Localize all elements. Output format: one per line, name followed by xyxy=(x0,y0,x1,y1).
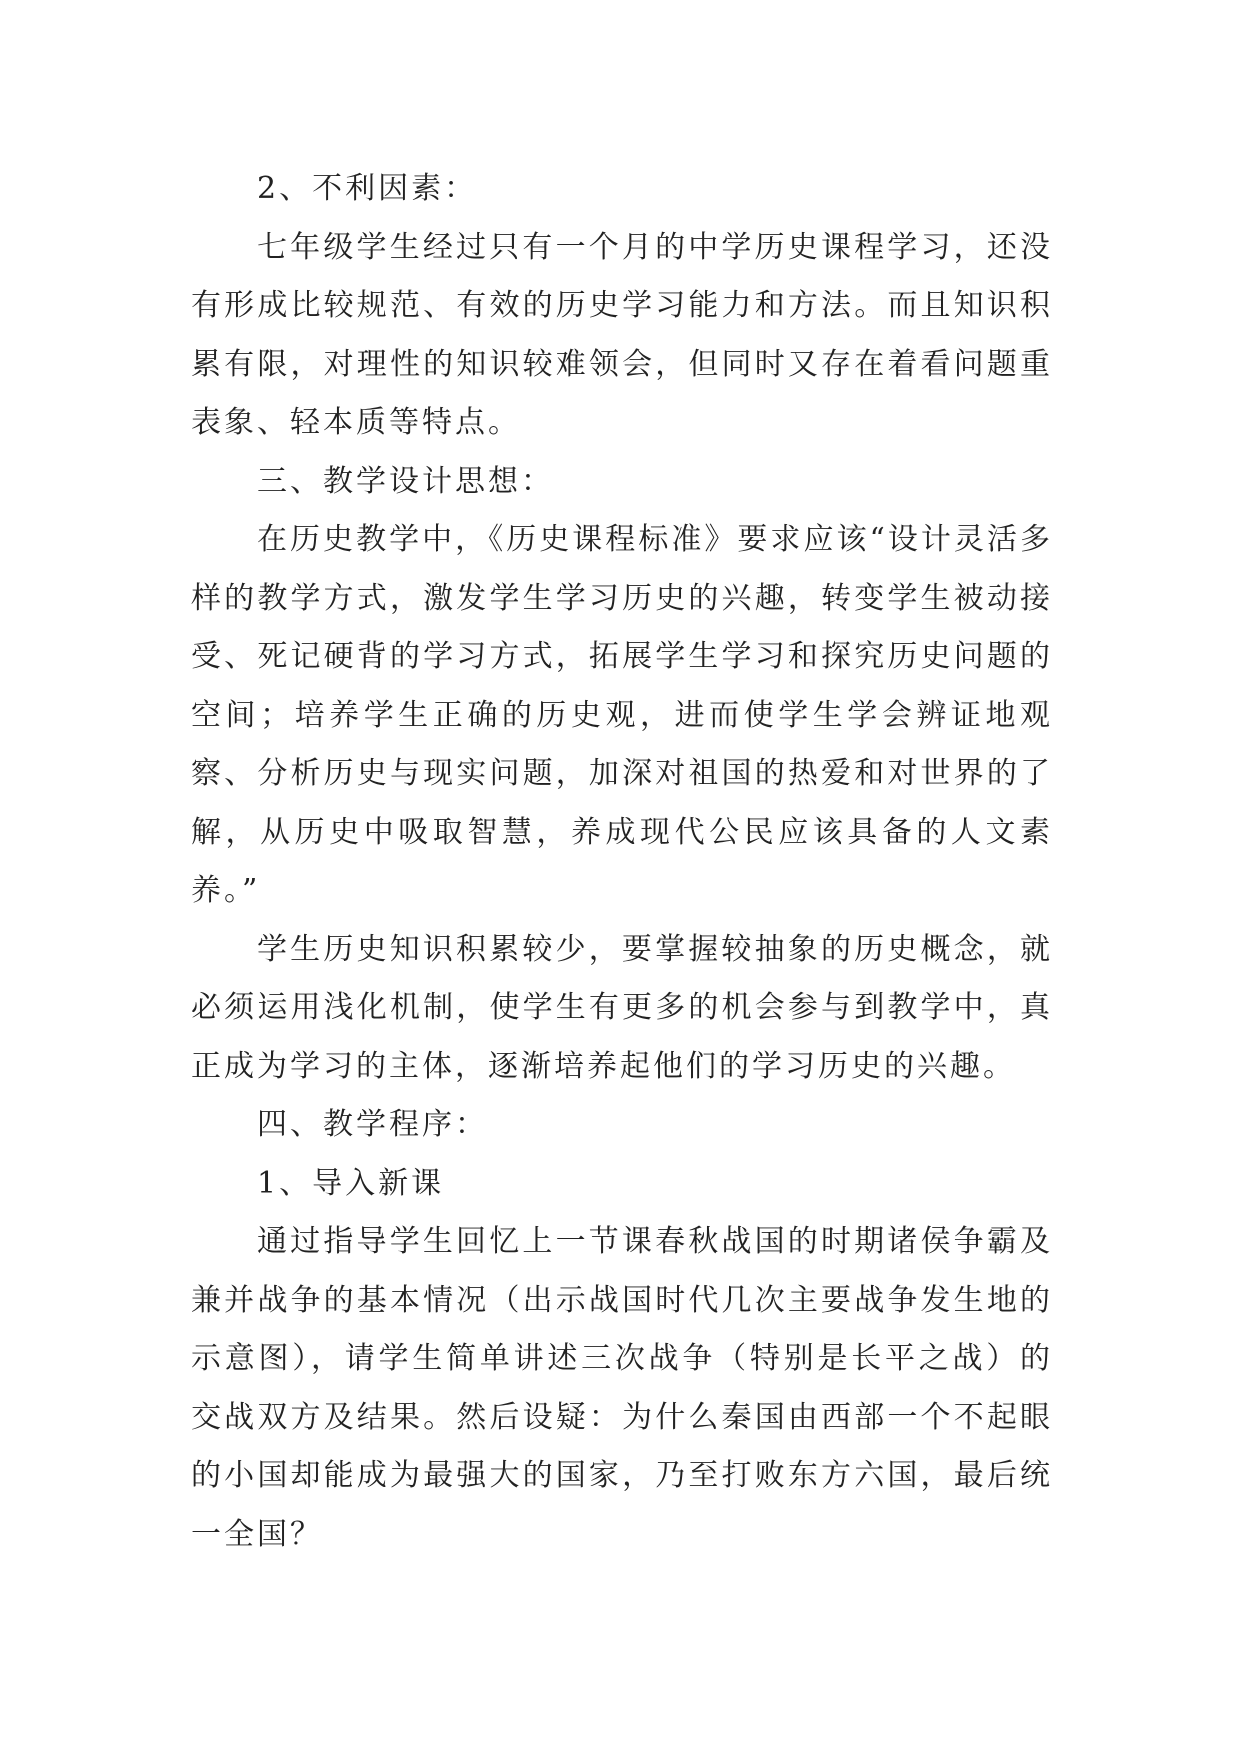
document-body xyxy=(191,160,1053,1564)
paragraph-student-situation: 七年级学生经过只有一个月的中学历史课程学习，还没有形成比较规范、有效的历史学习能力和方法。而且知识积累有限，对理性的知识较难领会，但同时又存在着看问题重表象、轻本质等特点。 xyxy=(191,229,1053,440)
paragraph-curriculum-standard: 在历史教学中，《历史课程标准》要求应该“设计灵活多样的教学方式，激发学生学习历史的兴趣，转变学生被动接受、死记硬背的学习方式，拓展学生学习和探究历史问题的空间；培养学生正确的历史观，进而使学生学会辨证地观察、分析历史与现实问题，加深对祖国的热爱和对世界的了解，从历史中吸取智慧，养成现代公民应该具备的人文素养。” xyxy=(191,522,1053,908)
heading-teaching-design: 三、教学设计思想： xyxy=(257,463,554,499)
paragraph-lesson-introduction: 通过指导学生回忆上一节课春秋战国的时期诸侯争霸及兼并战争的基本情况（出示战国时代几次主要战争发生地的示意图），请学生简单讲述三次战争（特别是长平之战）的交战双方及结果。然后设疑：为什么秦国由西部一个不起眼的小国却能成为最强大的国家，乃至打败东方六国，最后统一全国？ xyxy=(191,1224,1053,1552)
heading-introduce-lesson: 1、导入新课 xyxy=(257,1165,445,1201)
heading-teaching-procedure: 四、教学程序： xyxy=(257,1107,488,1142)
heading-unfavorable-factors: 2、不利因素： xyxy=(257,171,478,206)
paragraph-student-knowledge: 学生历史知识积累较少，要掌握较抽象的历史概念，就必须运用浅化机制，使学生有更多的机会参与到教学中，真正成为学习的主体，逐渐培养起他们的学习历史的兴趣。 xyxy=(191,931,1053,1084)
